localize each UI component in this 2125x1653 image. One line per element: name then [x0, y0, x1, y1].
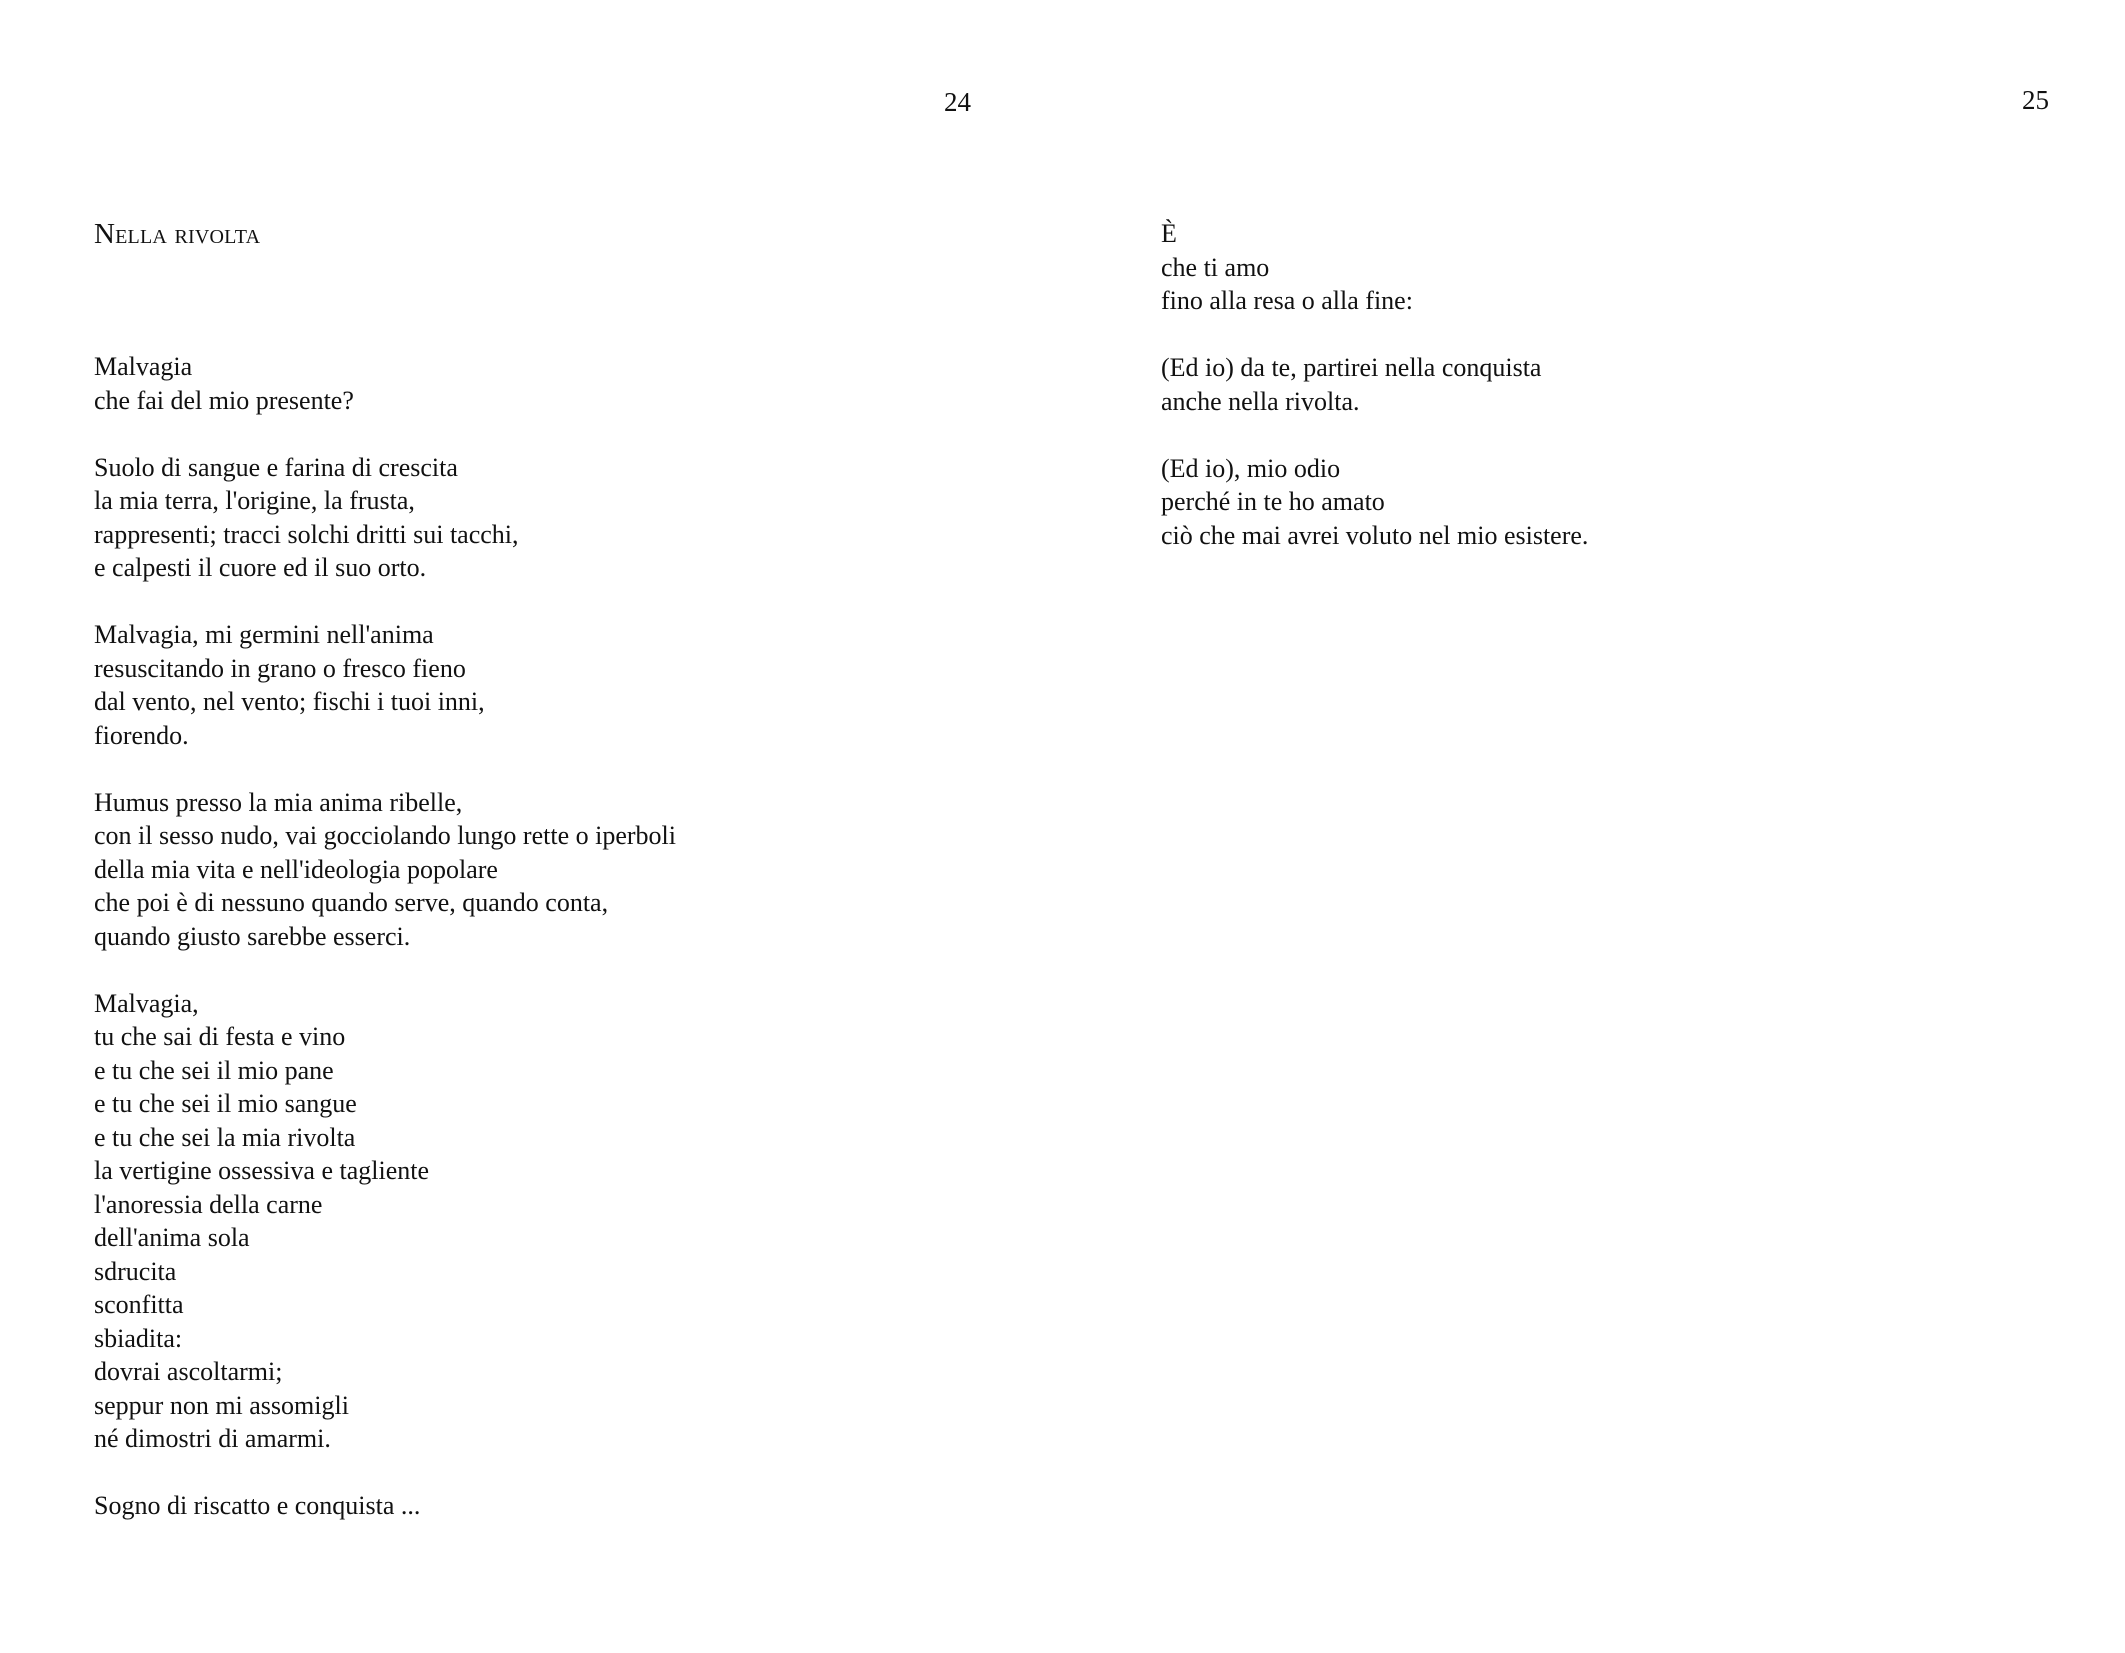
poem-line: (Ed io) da te, partirei nella conquista	[1161, 353, 1542, 382]
poem-line: sbiadita:	[94, 1323, 183, 1353]
poem-line: Malvagia, mi germini nell'anima	[94, 620, 434, 649]
poem-line: dovrai ascoltarmi;	[94, 1357, 283, 1386]
stanza	[1161, 452, 1588, 553]
stanza	[94, 618, 676, 752]
poem-line: dal vento, nel vento; fischi i tuoi inni,	[94, 687, 485, 716]
poem-line: (Ed io), mio odio	[1161, 453, 1341, 483]
left-page	[0, 0, 1062, 1653]
poem-line: Sogno di riscatto e conquista ...	[94, 1491, 421, 1520]
poem-line: e tu che sei il mio sangue	[94, 1089, 357, 1118]
poem-line: la vertigine ossessiva e tagliente	[94, 1156, 430, 1185]
poem-line: tu che sai di festa e vino	[94, 1022, 346, 1051]
poem-line: sconfitta	[94, 1290, 184, 1319]
stanza	[94, 1489, 676, 1523]
page-number: 24	[944, 87, 971, 117]
poem-line: e tu che sei il mio pane	[94, 1055, 334, 1085]
poem-body	[94, 350, 676, 1523]
poem-line: resuscitando in grano o fresco fieno	[94, 653, 466, 683]
poem-line: È	[1161, 219, 1177, 248]
poem-line: anche nella rivolta.	[1161, 386, 1360, 416]
poem-line: che fai del mio presente?	[94, 385, 354, 415]
poem-line: della mia vita e nell'ideologia popolare	[94, 854, 498, 884]
poem-line: dell'anima sola	[94, 1223, 250, 1252]
page-number: 25	[2022, 85, 2049, 115]
right-page	[1062, 0, 2125, 1653]
poem-line: che ti amo	[1161, 252, 1270, 282]
poem-line: fiorendo.	[94, 720, 189, 750]
poem-line: quando giusto sarebbe esserci.	[94, 921, 411, 951]
poem-line: sdrucita	[94, 1256, 177, 1286]
poem-line: e calpesti il cuore ed il suo orto.	[94, 553, 427, 582]
poem-line: seppur non mi assomigli	[94, 1390, 349, 1420]
poem-line: che poi è di nessuno quando serve, quando conta,	[94, 888, 609, 917]
poem-line: fino alla resa o alla fine:	[1161, 286, 1413, 315]
poem-line: ciò che mai avrei voluto nel mio esistere.	[1161, 520, 1589, 550]
poem-line: Suolo di sangue e farina di crescita	[94, 452, 458, 482]
poem-line: con il sesso nudo, vai gocciolando lungo rette o iperboli	[94, 821, 676, 850]
poem-line: perché in te ho amato	[1161, 487, 1385, 516]
poem-line: la mia terra, l'origine, la frusta,	[94, 486, 415, 515]
poem-line: Malvagia	[94, 352, 193, 381]
poem-line: né dimostri di amarmi.	[94, 1424, 331, 1453]
poem-line: e tu che sei la mia rivolta	[94, 1122, 356, 1152]
poem-body	[1161, 217, 1588, 552]
stanza	[94, 786, 676, 954]
stanza	[94, 987, 676, 1456]
stanza	[1161, 351, 1588, 418]
stanza	[94, 350, 676, 417]
poem-line: l'anoressia della carne	[94, 1189, 323, 1219]
poem-line: rappresenti; tracci solchi dritti sui tacchi,	[94, 519, 519, 549]
poem-line: Humus presso la mia anima ribelle,	[94, 787, 463, 817]
poem-line: Malvagia,	[94, 988, 199, 1018]
stanza	[1161, 217, 1588, 318]
poem-title: Nella rivolta	[94, 218, 261, 250]
stanza	[94, 451, 676, 585]
